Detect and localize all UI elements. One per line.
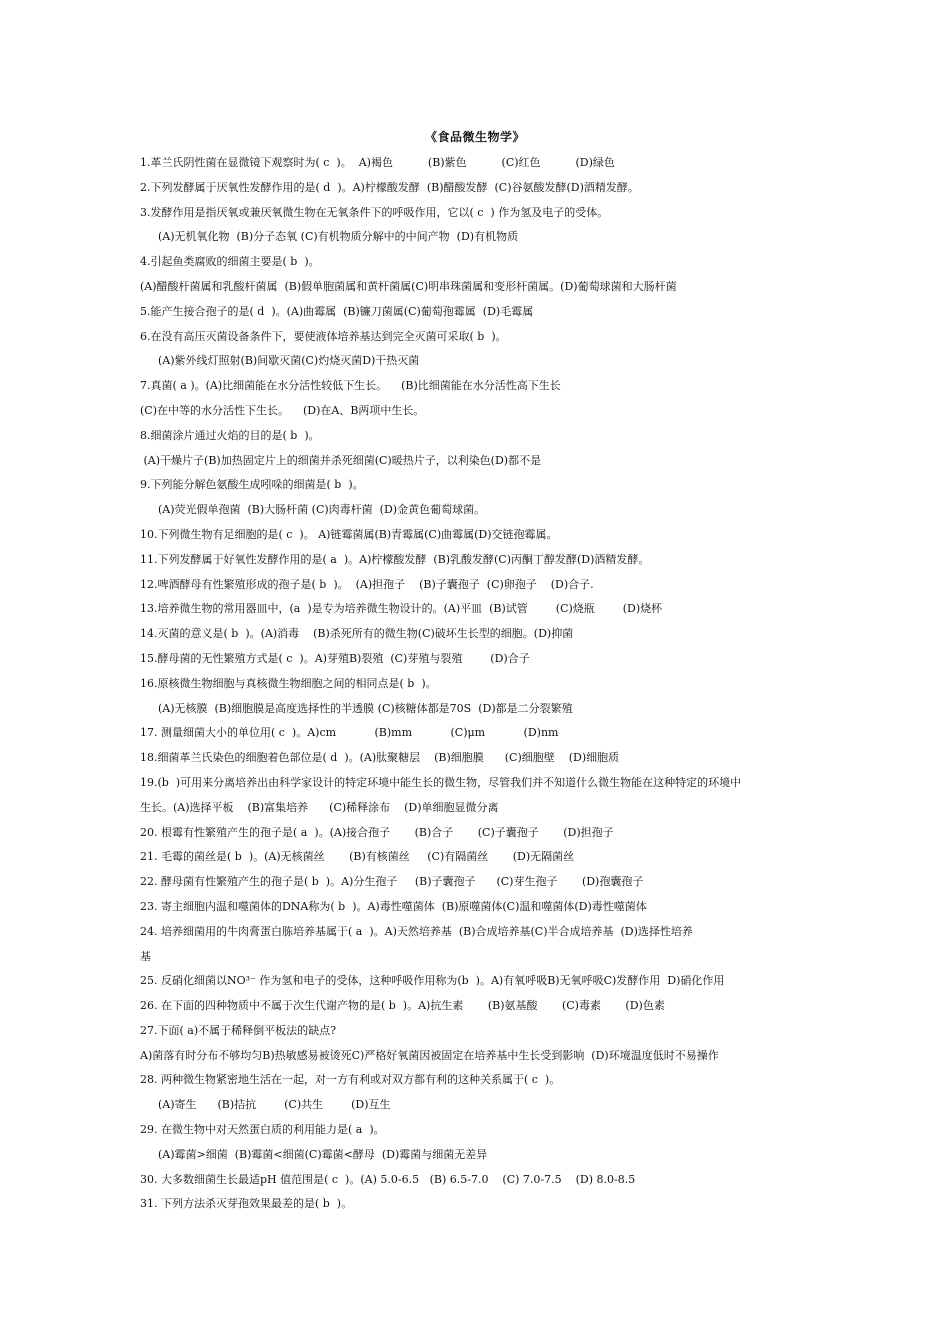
question-line: 6.在没有高压灭菌设备条件下，要使液体培养基达到完全灭菌可采取( b )。 — [140, 329, 507, 343]
question-line: (A)紫外线灯照射(B)间歇灭菌(C)灼烧灭菌D)干热灭菌 — [158, 354, 420, 368]
question-line: (A)醋酸杆菌属和乳酸杆菌属 (B)假单胞菌属和黄杆菌属(C)明串珠菌属和变形杆菌属。(D)葡萄球菌和大肠杆菌 — [140, 279, 677, 293]
question-line: 29. 在微生物中对天然蛋白质的利用能力是( a )。 — [140, 1123, 385, 1137]
question-line: 14.灭菌的意义是( b )。(A)消毒 (B)杀死所有的微生物(C)破坏生长型的细胞。(D)抑菌 — [140, 627, 574, 641]
question-line: 11.下列发酵属于好氧性发酵作用的是( a )。A)柠檬酸发酵 (B)乳酸发酵(C)丙酮丁醇发酵(D)酒精发酵。 — [140, 552, 650, 566]
question-line: 24. 培养细菌用的牛肉膏蛋白胨培养基属于( a )。A)天然培养基 (B)合成培养基(C)半合成培养基 (D)选择性培养 — [140, 924, 693, 938]
question-line: 12.啤酒酵母有性繁殖形成的孢子是( b )。 (A)担孢子 (B)子囊孢子 (C)卵孢子 (D)合子. — [140, 577, 594, 591]
question-line: 生长。(A)选择平板 (B)富集培养 (C)稀释涂布 (D)单细胞显微分离 — [140, 800, 499, 814]
question-line: 2.下列发酵属于厌氧性发酵作用的是( d )。A)柠檬酸发酵 (B)醋酸发酵 (C)谷氨酸发酵(D)酒精发酵。 — [140, 180, 639, 194]
question-line: 17. 测量细菌大小的单位用( c )。A)cm (B)mm (C)μm (D)nm — [140, 726, 559, 740]
question-line: 15.酵母菌的无性繁殖方式是( c )。A)芽殖B)裂殖 (C)芽殖与裂殖 (D)合子 — [140, 651, 530, 665]
question-line: (A)霉菌>细菌 (B)霉菌<细菌(C)霉菌<酵母 (D)霉菌与细菌无差异 — [158, 1147, 488, 1161]
question-line: 18.细菌革兰氏染色的细胞着色部位是( d )。(A)肽聚糖层 (B)细胞膜 (C)细胞壁 (D)细胞质 — [140, 751, 620, 765]
question-line: (A)无核膜 (B)细胞膜是高度选择性的半透膜 (C)核糖体都是70S (D)都是二分裂繁殖 — [158, 701, 573, 715]
question-line: (A)干燥片子(B)加热固定片上的细菌并杀死细菌(C)暖热片子，以利染色(D)都不是 — [140, 453, 542, 467]
question-line: 基 — [140, 949, 151, 963]
question-line: 25. 反硝化细菌以NO³⁻ 作为氢和电子的受体，这种呼吸作用称为(b )。A)有氧呼吸B)无氧呼吸C)发酵作用 D)硝化作用 — [140, 974, 725, 988]
question-line: 20. 根霉有性繁殖产生的孢子是( a )。(A)接合孢子 (B)合子 (C)子囊孢子 (D)担孢子 — [140, 825, 614, 839]
question-line: 31. 下列方法杀灭芽孢效果最差的是( b )。 — [140, 1197, 353, 1211]
question-line: 7.真菌( a )。(A)比细菌能在水分活性较低下生长。 (B)比细菌能在水分活性高下生长 — [140, 379, 561, 393]
question-line: A)菌落有时分布不够均匀B)热敏感易被烫死C)严格好氧菌因被固定在培养基中生长受到影响 (D)环境温度低时不易操作 — [140, 1048, 719, 1062]
question-line: 30. 大多数细菌生长最适pH 值范围是( c )。(A) 5.0-6.5 (B) 6.5-7.0 (C) 7.0-7.5 (D) 8.0-8.5 — [140, 1172, 636, 1186]
question-line: 5.能产生接合孢子的是( d )。(A)曲霉属 (B)镰刀菌属(C)葡萄孢霉属 (D)毛霉属 — [140, 304, 534, 318]
question-line: (A)寄生 (B)拮抗 (C)共生 (D)互生 — [158, 1098, 391, 1112]
question-line: 26. 在下面的四种物质中不属于次生代谢产物的是( b )。A)抗生素 (B)氨基酸 (C)毒素 (D)色素 — [140, 999, 665, 1013]
document-title: 《食品微生物学》 — [424, 130, 525, 144]
question-line: 27.下面( a)不属于稀释倒平板法的缺点? — [140, 1023, 337, 1037]
question-line: (A)荧光假单孢菌 (B)大肠杆菌 (C)肉毒杆菌 (D)金黄色葡萄球菌。 — [158, 503, 486, 517]
question-line: 9.下列能分解色氨酸生成吲哚的细菌是( b )。 — [140, 478, 364, 492]
question-line: 23. 寄主细胞内温和噬菌体的DNA称为( b )。A)毒性噬菌体 (B)原噬菌体(C)温和噬菌体(D)毒性噬菌体 — [140, 899, 647, 913]
question-line: 4.引起鱼类腐败的细菌主要是( b )。 — [140, 255, 320, 269]
question-line: 1.革兰氏阴性菌在显微镜下观察时为( c )。 A)褐色 (B)紫色 (C)红色 (D)绿色 — [140, 156, 615, 169]
question-line: 16.原核微生物细胞与真核微生物细胞之间的相同点是( b )。 — [140, 676, 437, 690]
question-line: (C)在中等的水分活性下生长。 (D)在A、B两项中生长。 — [140, 403, 425, 417]
question-line: 19.(b )可用来分离培养出由科学家设计的特定环境中能生长的微生物，尽管我们并不知道什么微生物能在这种特定的环境中 — [140, 775, 742, 789]
question-line: 10.下列微生物有足细胞的是( c )。 A)链霉菌属(B)青霉属(C)曲霉属(D)交链孢霉属。 — [140, 527, 558, 541]
question-line: 22. 酵母菌有性繁殖产生的孢子是( b )。A)分生孢子 (B)子囊孢子 (C)芽生孢子 (D)孢囊孢子 — [140, 875, 644, 889]
question-line: (A)无机氧化物 (B)分子态氧 (C)有机物质分解中的中间产物 (D)有机物质 — [158, 230, 519, 244]
question-line: 8.细菌涂片通过火焰的目的是( b )。 — [140, 428, 320, 442]
question-line: 28. 两种微生物紧密地生活在一起，对一方有利或对双方都有利的这种关系属于( c )。 — [140, 1073, 561, 1087]
question-list — [140, 151, 840, 1217]
question-line: 13.培养微生物的常用器皿中，(a )是专为培养微生物设计的。(A)平皿 (B)试管 (C)烧瓶 (D)烧杯 — [140, 602, 663, 616]
question-line: 21. 毛霉的菌丝是( b )。(A)无核菌丝 (B)有核菌丝 (C)有隔菌丝 (D)无隔菌丝 — [140, 850, 575, 864]
question-line: 3.发酵作用是指厌氧或兼厌氧微生物在无氧条件下的呼吸作用，它以( c ) 作为氢及电子的受体。 — [140, 205, 609, 219]
